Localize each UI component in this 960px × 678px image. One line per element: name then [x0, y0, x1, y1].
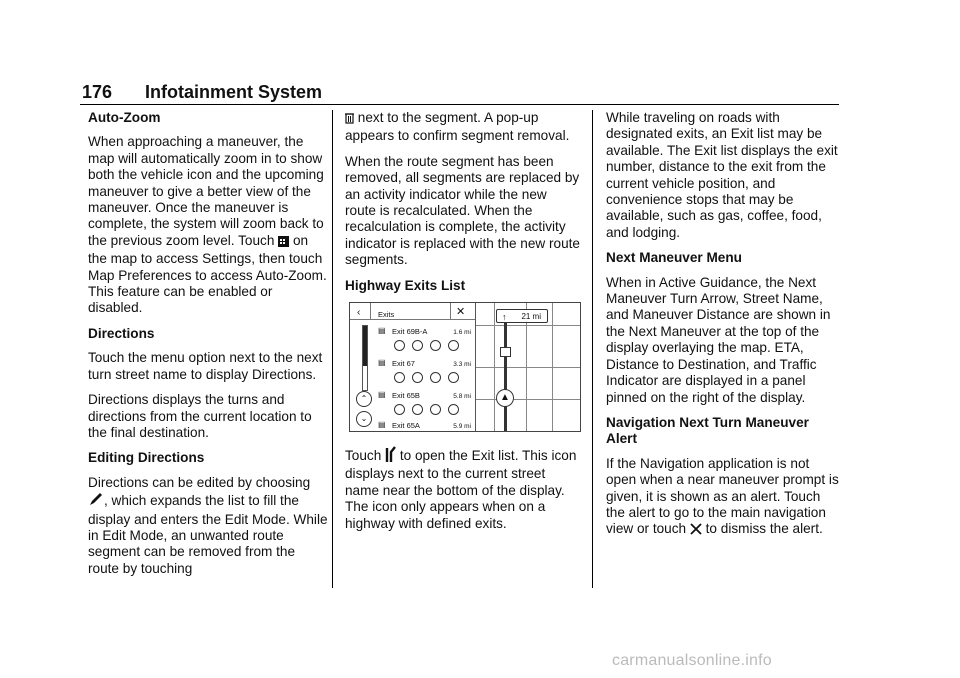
scroll-thumb[interactable]	[363, 326, 367, 366]
text-run: If the Navigation application is not open when a near maneuver prompt is given, it is shown as an alert. Touch the alert to go to the main navigation view or touch	[606, 455, 839, 537]
route-line	[504, 317, 507, 431]
exit-name: Exit 65A	[392, 421, 420, 431]
lodging-icon	[448, 340, 459, 351]
exit-distance: 3.3 mi	[453, 361, 471, 369]
vehicle-icon: ▲	[496, 389, 514, 407]
exits-screen-figure	[349, 302, 581, 432]
exit-distance: 1.6 mi	[453, 329, 471, 337]
next-maneuver-badge	[496, 309, 548, 323]
coffee-icon	[412, 404, 423, 415]
heading-directions: Directions	[88, 325, 155, 341]
heading-auto-zoom: Auto-Zoom	[88, 110, 161, 125]
gas-icon	[394, 404, 405, 415]
paragraph-maneuver-alert	[606, 456, 841, 540]
close-icon[interactable]: ✕	[456, 306, 466, 319]
highway-exit-icon	[385, 446, 396, 466]
paragraph-auto-zoom	[88, 134, 328, 316]
paragraph-exit-list: While traveling on roads with designated exits, an Exit list may be available. The Exit list displays the exit number, distance to the exit from the current vehicle position, and convenience stops that may be available, such as gas, coffee, food, and lodging.	[606, 110, 838, 240]
column-2	[345, 110, 580, 541]
paragraph-segment	[345, 110, 580, 145]
heading-next-maneuver: Next Maneuver Menu	[606, 250, 742, 266]
up-arrow-icon: ↑	[502, 312, 507, 323]
text-run: to open the Exit list. This icon displays next to the current street name near the bottom of the display. The icon only appears when on a highway with defined exits.	[345, 448, 577, 531]
scrollbar[interactable]	[362, 325, 368, 391]
exit-distance: 5.8 mi	[453, 393, 471, 401]
exit-sign-icon: ▤	[378, 358, 386, 368]
text-run: next to the segment. A pop-up appears to confirm segment removal.	[345, 110, 570, 144]
page-title: Infotainment System	[145, 82, 323, 102]
text-run: to dismiss the alert.	[705, 521, 823, 537]
food-icon	[430, 372, 441, 383]
paragraph-editing	[88, 475, 328, 577]
paragraph-directions-2: Directions displays the turns and directions from the current location to the final destination.	[88, 392, 312, 440]
text-run: Directions can be edited by choosing	[88, 474, 311, 490]
column-divider	[592, 110, 593, 588]
exit-distance: 5.9 mi	[453, 423, 471, 431]
paragraph-next-maneuver: When in Active Guidance, the Next Maneuver Turn Arrow, Street Name, and Maneuver Distance are shown in the Next Maneuver at the top of the display overlaying the map. ETA, Distance to Destination, and Traffic Indicator are displayed in a panel pinned on the right of the display.	[606, 274, 831, 405]
close-x-icon	[690, 523, 702, 539]
map-road	[476, 367, 580, 368]
text-run: Touch	[345, 448, 382, 464]
column-divider	[332, 110, 333, 588]
exit-sign-icon: ▤	[378, 420, 386, 430]
text-run: When approaching a maneuver, the map will automatically zoom in to show both the vehicle icon and the upcoming maneuver to give a better view of the maneuver. Once the maneuver is complete, the system will zoom back to the previous zoom level. Touch	[88, 134, 324, 248]
exit-marker-icon	[500, 347, 511, 357]
exit-sign-icon: ▤	[378, 390, 386, 400]
exit-name: Exit 65B	[392, 391, 420, 401]
paragraph-touch-exit	[345, 446, 580, 532]
exits-panel	[350, 303, 476, 431]
exit-name: Exit 69B-A	[392, 327, 428, 337]
exit-sign-icon: ▤	[378, 326, 386, 336]
pencil-icon	[88, 491, 104, 511]
header-rule	[80, 104, 839, 105]
food-icon	[430, 404, 441, 415]
gas-icon	[394, 340, 405, 351]
text-run: on the map to access Settings, then touch Map Preferences to access Auto-Zoom. This feature can be enabled or disabled.	[88, 232, 327, 316]
column-1	[88, 110, 328, 586]
exit-name: Exit 67	[392, 359, 415, 369]
map-road	[476, 399, 580, 400]
lodging-icon	[448, 404, 459, 415]
heading-highway-exits: Highway Exits List	[345, 277, 466, 293]
paragraph-route-removed: When the route segment has been removed, all segments are replaced by an activity indicator while the new route is recalculated. When the recalculation is complete, the activity indicator is replaced with the new route segments.	[345, 153, 580, 268]
paragraph-directions-1: Touch the menu option next to the next turn street name to display Directions.	[88, 350, 323, 382]
map-view[interactable]	[476, 303, 580, 431]
back-chevron-icon[interactable]: ‹	[357, 307, 361, 319]
scroll-up-button[interactable]: ⌃	[356, 391, 372, 407]
page-number: 176	[82, 82, 113, 102]
heading-maneuver-alert: Navigation Next Turn Maneuver Alert	[606, 414, 809, 447]
coffee-icon	[412, 372, 423, 383]
scroll-down-button[interactable]: ⌄	[356, 411, 372, 427]
exits-panel-header	[350, 303, 475, 320]
trash-icon	[345, 112, 354, 128]
text-run: , which expands the list to fill the display and enters the Edit Mode. While in Edit Mode, an unwanted route segment can be removed from the route by touching	[88, 493, 328, 576]
food-icon	[430, 340, 441, 351]
gas-icon	[394, 372, 405, 383]
exits-panel-title: Exits	[378, 310, 395, 320]
lodging-icon	[448, 372, 459, 383]
coffee-icon	[412, 340, 423, 351]
heading-editing-directions: Editing Directions	[88, 450, 205, 466]
distance-value: 21 mi	[521, 312, 541, 322]
watermark: carmanualsonline.info	[612, 652, 772, 669]
grid-menu-icon	[278, 235, 289, 251]
map-road	[476, 325, 580, 326]
column-3	[606, 110, 841, 549]
